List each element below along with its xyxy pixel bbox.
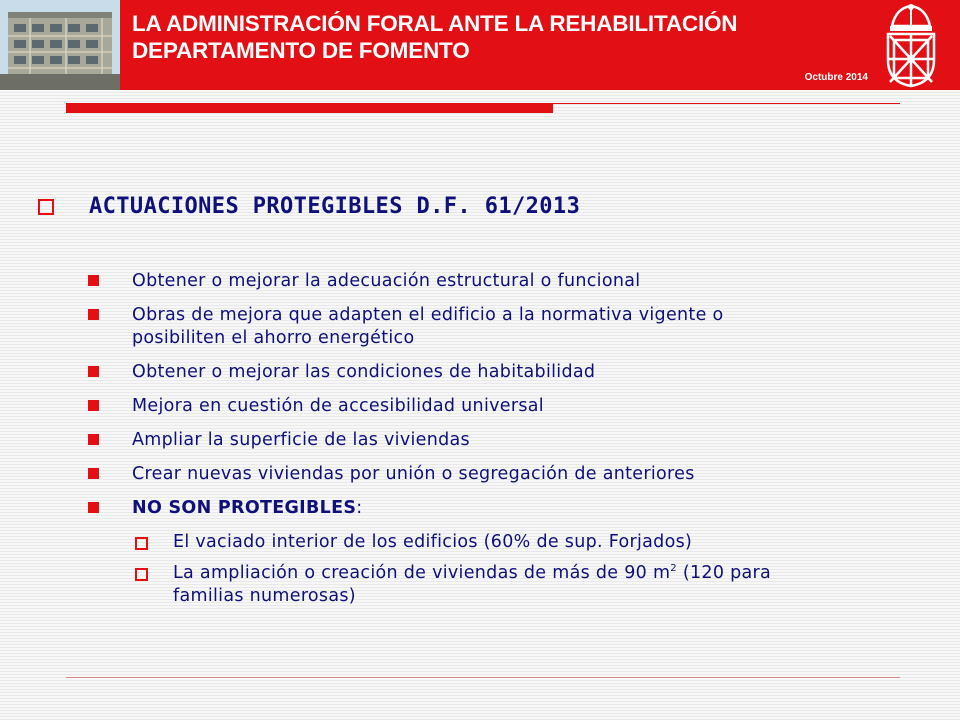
navarra-crest-icon	[876, 2, 946, 88]
page-title	[132, 10, 737, 64]
hollow-square-bullet-icon	[38, 199, 54, 215]
heading-text: ACTUACIONES PROTEGIBLES D.F. 61/2013	[89, 194, 581, 219]
list-item-text: Mejora en cuestión de accesibilidad universal	[132, 396, 544, 416]
square-bullet-icon	[88, 275, 99, 286]
square-bullet-icon	[88, 468, 99, 479]
list-item-text: Obtener o mejorar la adecuación estructural o funcional	[132, 271, 641, 291]
list-item	[88, 463, 928, 486]
square-bullet-icon	[88, 502, 99, 513]
protectable-list	[88, 270, 928, 616]
list-item-text: Obtener o mejorar las condiciones de habitabilidad	[132, 362, 596, 382]
not-protectable-label: NO SON PROTEGIBLES	[132, 498, 357, 518]
sub-item-text: El vaciado interior de los edificios (60% de sup. Forjados)	[173, 532, 693, 552]
list-item-not-protectable	[88, 497, 928, 520]
title-line-1: LA ADMINISTRACIÓN FORAL ANTE LA REHABILITACIÓN	[132, 11, 738, 36]
footer-line	[66, 677, 900, 678]
section-heading	[38, 194, 580, 219]
header-banner	[0, 0, 960, 90]
accent-bar	[66, 103, 553, 113]
list-item-text: Ampliar la superficie de las viviendas	[132, 430, 470, 450]
list-item	[88, 395, 928, 418]
sub-item-line-2: familias numerosas)	[173, 586, 356, 606]
superscript: 2	[670, 563, 677, 575]
building-photo	[0, 0, 120, 90]
list-item-line-2: posibiliten el ahorro energético	[132, 328, 415, 348]
sub-item-line-1: La ampliación o creación de viviendas de más de 90 m	[173, 563, 671, 583]
list-item-line-1: Obras de mejora que adapten el edificio a la normativa vigente o	[132, 305, 724, 325]
list-item-text	[132, 497, 928, 520]
square-bullet-icon	[88, 434, 99, 445]
square-bullet-icon	[88, 309, 99, 320]
list-item-text	[132, 304, 928, 350]
date-label: Octubre 2014	[804, 72, 868, 83]
list-item	[88, 361, 928, 384]
hollow-square-bullet-icon	[135, 568, 148, 581]
sub-item-line-1-end: (120 para	[676, 563, 772, 583]
title-line-2: DEPARTAMENTO DE FOMENTO	[132, 38, 470, 63]
colon: :	[356, 498, 363, 518]
list-item	[88, 429, 928, 452]
square-bullet-icon	[88, 366, 99, 377]
sub-list-item	[133, 562, 928, 608]
hollow-square-bullet-icon	[135, 537, 148, 550]
list-item	[88, 270, 928, 293]
square-bullet-icon	[88, 400, 99, 411]
accent-line	[553, 103, 900, 104]
list-item-text: Crear nuevas viviendas por unión o segregación de anteriores	[132, 464, 695, 484]
sub-item-text	[173, 562, 928, 608]
sub-list-item	[133, 531, 928, 554]
list-item	[88, 304, 928, 350]
